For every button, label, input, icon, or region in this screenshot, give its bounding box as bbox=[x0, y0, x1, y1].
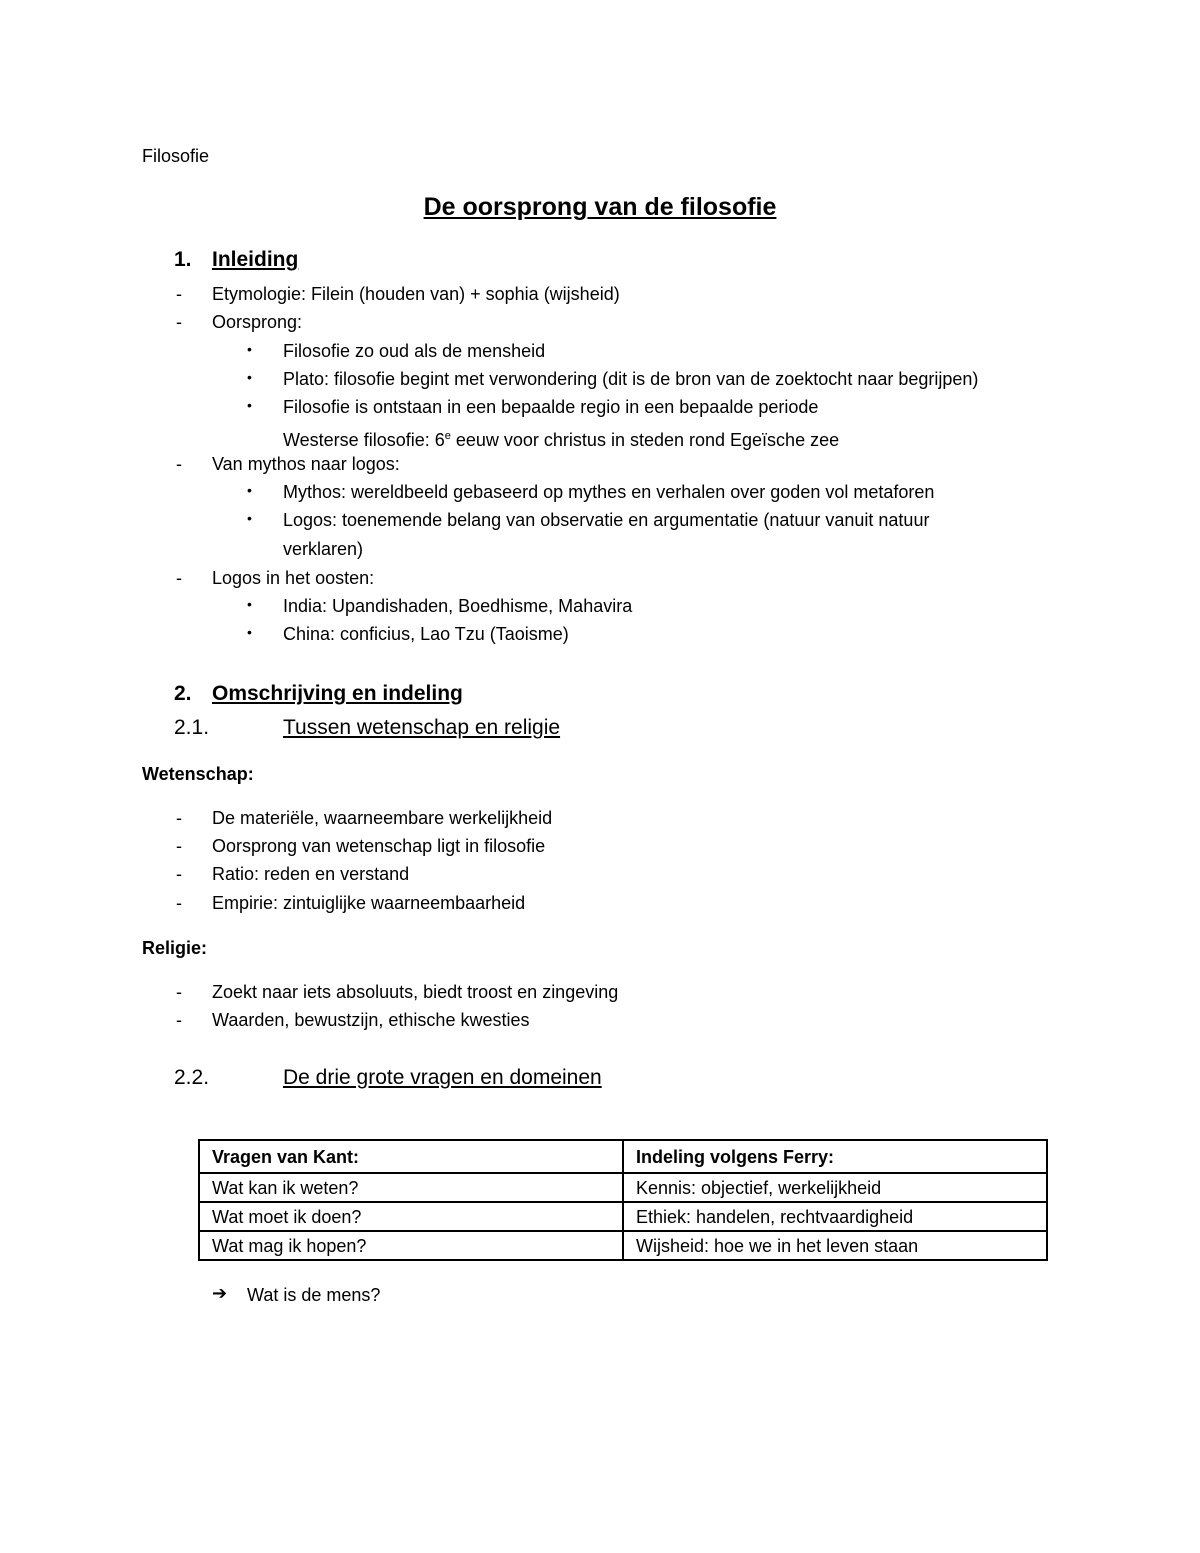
dash-marker: - bbox=[176, 454, 182, 474]
list-item: Waarden, bewustzijn, ethische kwesties bbox=[212, 1010, 530, 1030]
subsection-2-1-heading: Tussen wetenschap en religie bbox=[283, 716, 561, 739]
list-item: Mythos: wereldbeeld gebaseerd op mythes en verhalen over goden vol metaforen bbox=[283, 482, 935, 502]
table-header-cell: Indeling volgens Ferry: bbox=[623, 1140, 1047, 1173]
table-row bbox=[199, 1173, 1047, 1202]
document-header: Filosofie bbox=[142, 146, 210, 166]
bullet-marker: • bbox=[247, 510, 252, 526]
list-item: De materiële, waarneembare werkelijkheid bbox=[212, 808, 553, 828]
page-title: De oorsprong van de filosofie bbox=[423, 193, 777, 221]
table-row bbox=[199, 1202, 1047, 1231]
table-cell: Wat moet ik doen? bbox=[199, 1202, 623, 1231]
list-item-continuation: verklaren) bbox=[283, 539, 364, 559]
dash-marker: - bbox=[176, 312, 182, 332]
dash-marker: - bbox=[176, 982, 182, 1002]
list-item: Filosofie is ontstaan in een bepaalde regio in een bepaalde periode bbox=[283, 397, 819, 417]
list-item: Etymologie: Filein (houden van) + sophia (wijsheid) bbox=[212, 284, 620, 304]
dash-marker: - bbox=[176, 864, 182, 884]
subsection-2-1-number: 2.1. bbox=[174, 716, 210, 739]
list-item: India: Upandishaden, Boedhisme, Mahavira bbox=[283, 596, 633, 616]
subsection-2-2-heading: De drie grote vragen en domeinen bbox=[283, 1066, 602, 1089]
table-cell: Wijsheid: hoe we in het leven staan bbox=[623, 1231, 1047, 1260]
dash-marker: - bbox=[176, 1010, 182, 1030]
subsection-2-2-number: 2.2. bbox=[174, 1066, 210, 1089]
section-2-heading: Omschrijving en indeling bbox=[212, 682, 463, 705]
bullet-marker: • bbox=[247, 397, 252, 413]
dash-marker: - bbox=[176, 568, 182, 588]
list-item: Zoekt naar iets absoluuts, biedt troost en zingeving bbox=[212, 982, 619, 1002]
bullet-marker: • bbox=[247, 624, 252, 640]
bullet-marker: • bbox=[247, 596, 252, 612]
list-item: Oorsprong van wetenschap ligt in filosofie bbox=[212, 836, 546, 856]
list-item: China: conficius, Lao Tzu (Taoisme) bbox=[283, 624, 569, 644]
arrow-right-icon: ➔ bbox=[212, 1283, 228, 1303]
wetenschap-label: Wetenschap: bbox=[142, 764, 254, 784]
table-cell: Wat mag ik hopen? bbox=[199, 1231, 623, 1260]
section-1-heading: Inleiding bbox=[212, 248, 299, 271]
list-item: Ratio: reden en verstand bbox=[212, 864, 410, 884]
table-header-cell: Vragen van Kant: bbox=[199, 1140, 623, 1173]
section-2-number: 2. bbox=[174, 682, 192, 705]
bullet-marker: • bbox=[247, 482, 252, 498]
bullet-marker: • bbox=[247, 369, 252, 385]
list-item: Oorsprong: bbox=[212, 312, 303, 332]
list-item: Logos: toenemende belang van observatie en argumentatie (natuur vanuit natuur bbox=[283, 510, 930, 530]
list-item: Empirie: zintuiglijke waarneembaarheid bbox=[212, 893, 526, 913]
dash-marker: - bbox=[176, 836, 182, 856]
dash-marker: - bbox=[176, 893, 182, 913]
table-row bbox=[199, 1231, 1047, 1260]
list-item-continuation: Westerse filosofie: 6e eeuw voor christus in steden rond Egeïsche zee bbox=[283, 430, 840, 450]
list-item: Plato: filosofie begint met verwondering (dit is de bron van de zoektocht naar begrijpen) bbox=[283, 369, 979, 389]
bullet-marker: • bbox=[247, 341, 252, 357]
table-cell: Kennis: objectief, werkelijkheid bbox=[623, 1173, 1047, 1202]
dash-marker: - bbox=[176, 808, 182, 828]
list-item: Van mythos naar logos: bbox=[212, 454, 400, 474]
list-item: Filosofie zo oud als de mensheid bbox=[283, 341, 546, 361]
conclusion-text: Wat is de mens? bbox=[247, 1285, 381, 1305]
table-cell: Wat kan ik weten? bbox=[199, 1173, 623, 1202]
religie-label: Religie: bbox=[142, 938, 208, 958]
list-item: Logos in het oosten: bbox=[212, 568, 375, 588]
table-header-row bbox=[199, 1140, 1047, 1173]
questions-table bbox=[198, 1139, 1048, 1261]
section-1-number: 1. bbox=[174, 248, 192, 271]
table-cell: Ethiek: handelen, rechtvaardigheid bbox=[623, 1202, 1047, 1231]
dash-marker: - bbox=[176, 284, 182, 304]
